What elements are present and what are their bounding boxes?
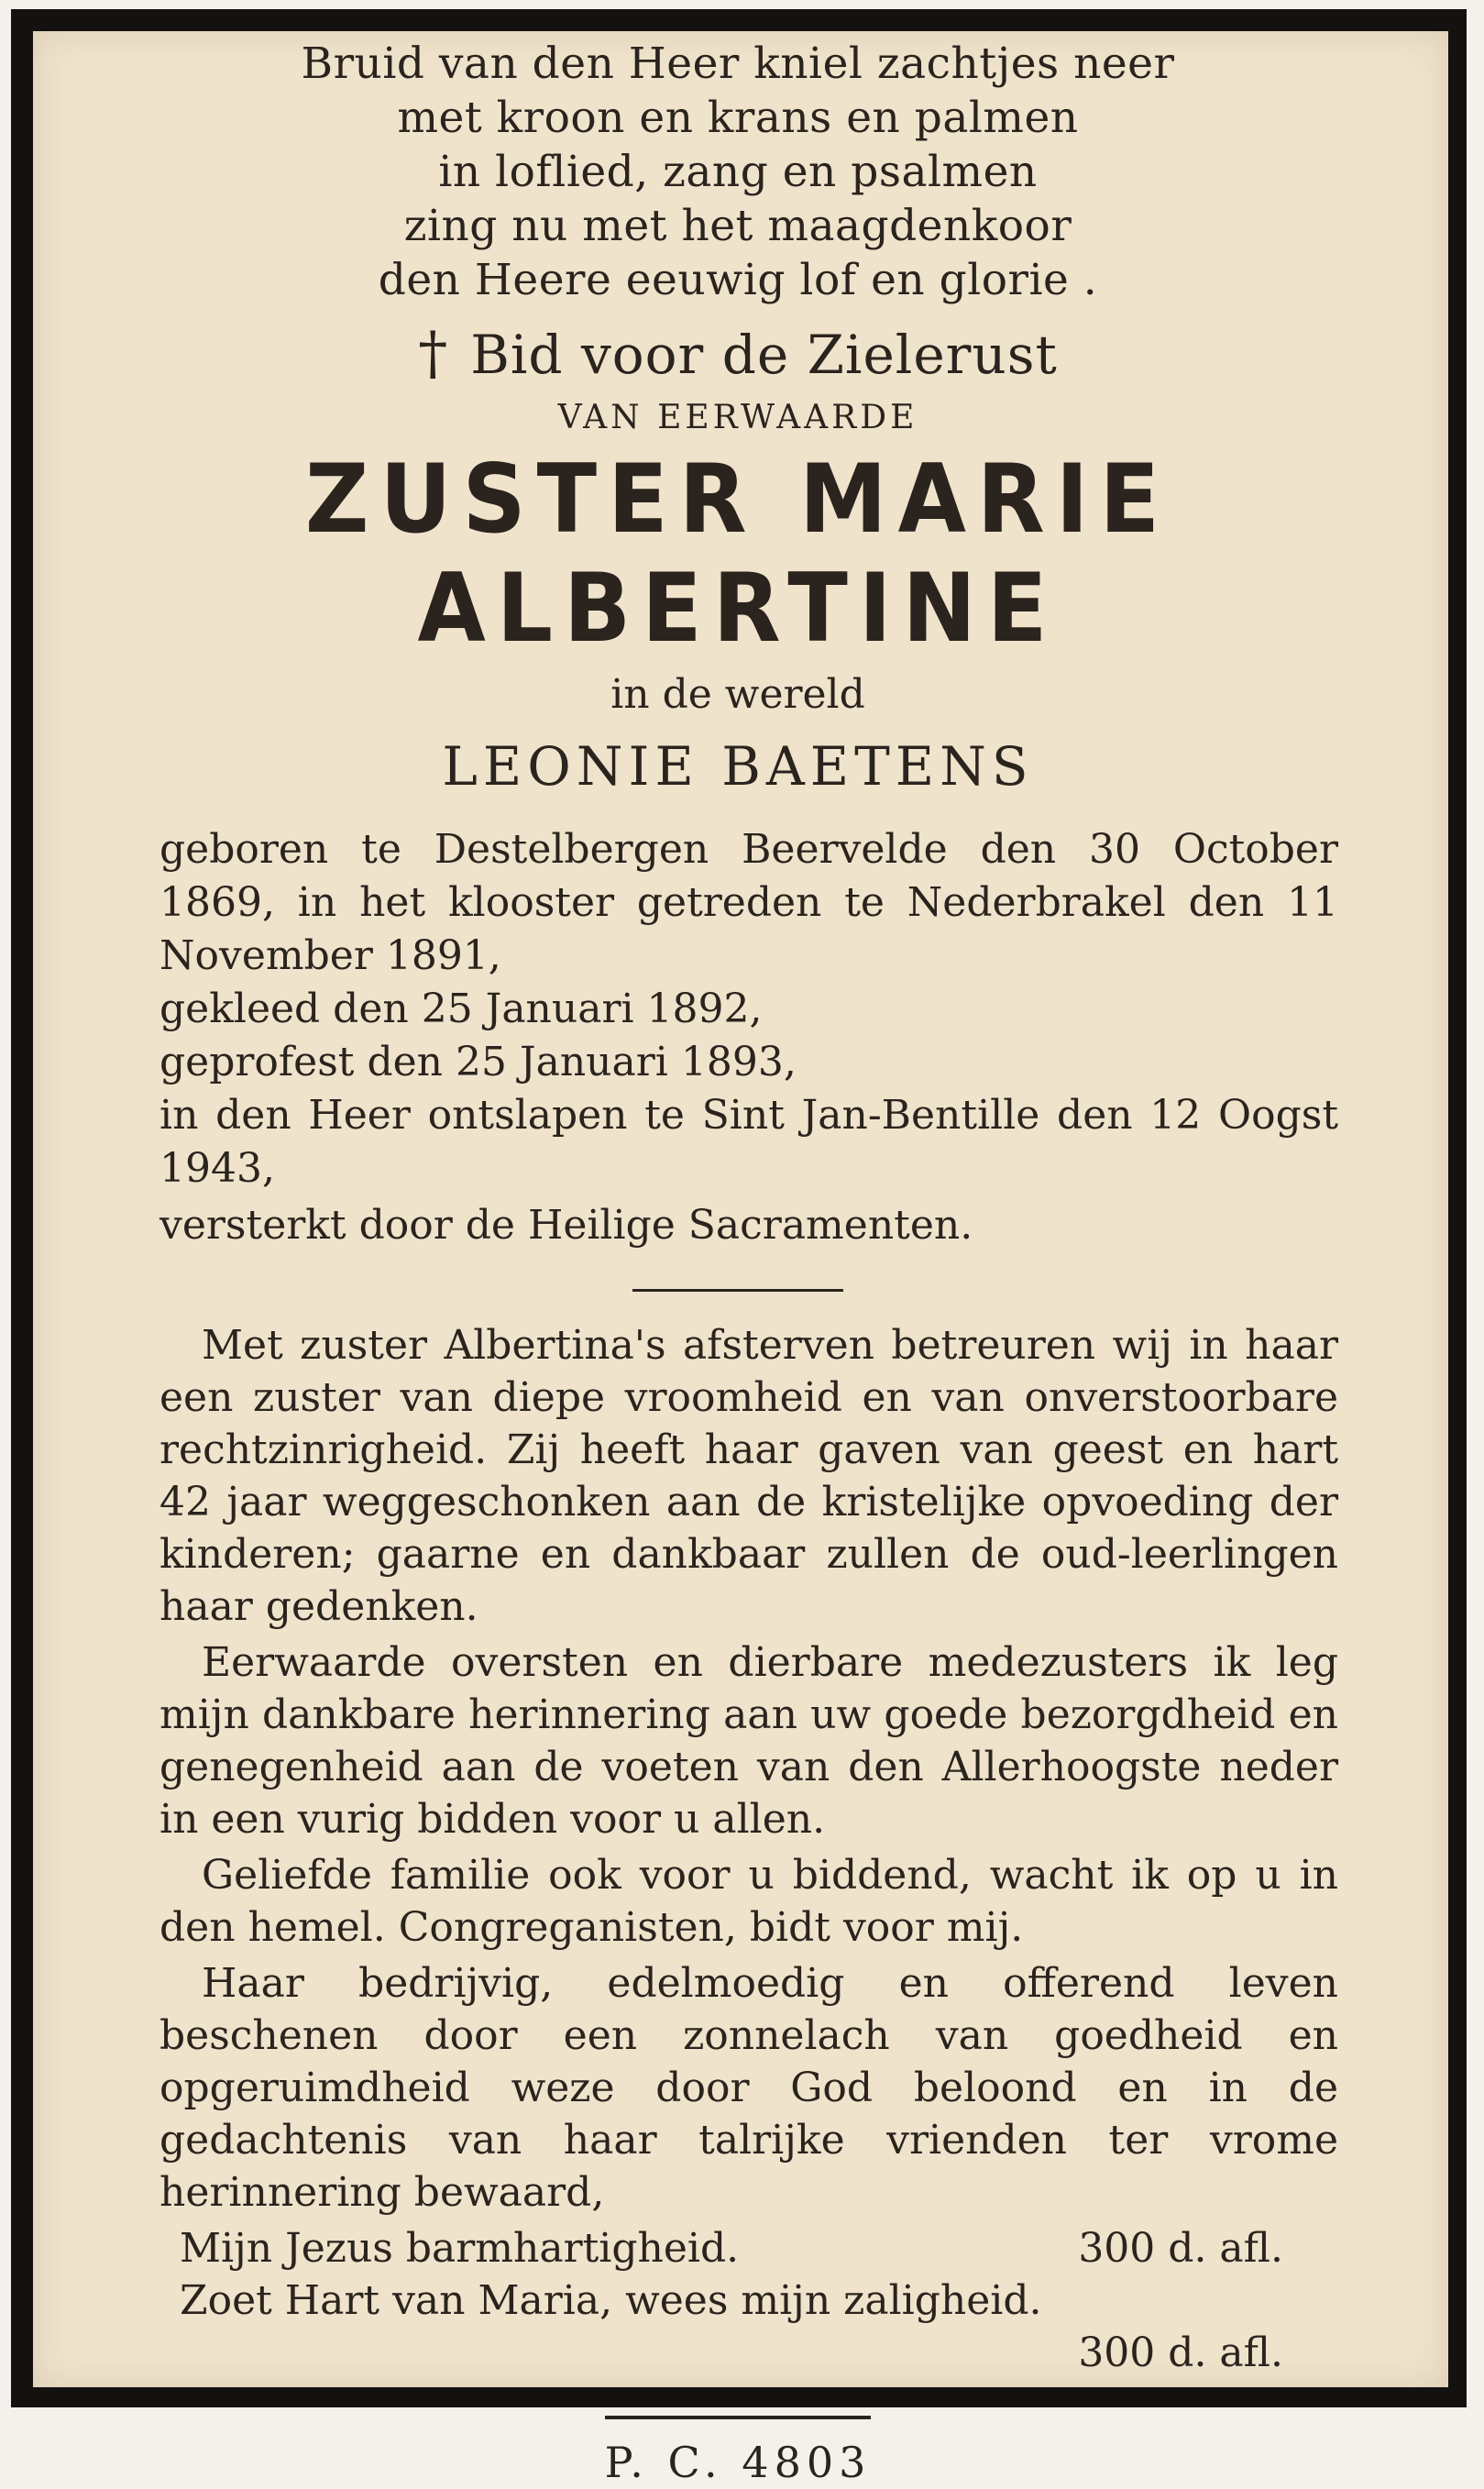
in-world-label: in de wereld — [610, 671, 865, 718]
honorific: VAN EERWAARDE — [557, 399, 918, 436]
divider — [605, 2416, 871, 2419]
bio-line: geboren te Destelbergen Beervelde den 30 October 1869, in het klooster getreden te Nederbrakel den 11 November 1891, — [159, 826, 1338, 979]
religious-name: ZUSTER MARIE ALBERTINE — [304, 444, 1171, 664]
cross-icon: † — [418, 320, 449, 388]
card-content — [137, 37, 1338, 2489]
poem-line: zing nu met het maagdenkoor — [403, 201, 1072, 251]
indulgence-text: 300 d. afl. — [1078, 2225, 1283, 2272]
poem-line: den Heere eeuwig lof en glorie . — [378, 255, 1098, 305]
biography — [137, 823, 1338, 1252]
prayer-request-text: Bid voor de Zielerust — [470, 324, 1058, 386]
bio-line: gekleed den 25 Januari 1892, — [159, 986, 763, 1032]
divider — [632, 1289, 843, 1292]
indulgence-text: 300 d. afl. — [1078, 2329, 1283, 2376]
poem — [137, 37, 1338, 307]
prayer-line-1 — [137, 2222, 1338, 2274]
bio-line: in den Heer ontslapen te Sint Jan-Bentille den 12 Oogst 1943, — [159, 1092, 1338, 1192]
print-reference: P. C. 4803 — [604, 2438, 872, 2487]
poem-line: in loflied, zang en psalmen — [438, 147, 1038, 197]
memorial-paragraph: Met zuster Albertina's afsterven betreuren wij in haar een zuster van diepe vroomheid en van onverstoorbare rechtzinrigheid. Zij heeft haar gaven van geest en hart 42 jaar weggeschonken aan de kristelijke opvoeding der kinderen; gaarne en dankbaar zullen de oud-leerlingen haar gedenken. — [159, 1322, 1338, 1630]
memorial-paragraph: Haar bedrijvig, edelmoedig en offerend leven beschenen door een zonnelach van goedheid en opgeruimdheid weze door God beloond en in de gedachtenis van haar talrijke vrienden ter vrome herinnering bewaard, — [159, 1960, 1338, 2216]
prayer-line-2 — [137, 2274, 1338, 2327]
bio-line: geprofest den 25 Januari 1893, — [159, 1039, 797, 1085]
poem-line: Bruid van den Heer kniel zachtjes neer — [301, 39, 1175, 89]
memorial-text — [137, 1319, 1338, 2219]
prayer-text: Zoet Hart van Maria, wees mijn zaligheid. — [180, 2277, 1042, 2324]
poem-line: met kroon en krans en palmen — [397, 93, 1079, 143]
memorial-paragraph: Geliefde familie ook voor u biddend, wacht ik op u in den hemel. Congreganisten, bidt voor mij. — [159, 1852, 1338, 1951]
sacraments-line: versterkt door de Heilige Sacramenten. — [159, 1202, 973, 1249]
birth-name: LEONIE BAETENS — [442, 735, 1034, 798]
memorial-paragraph: Eerwaarde oversten en dierbare medezusters ik leg mijn dankbare herinnering aan uw goede bezorgdheid en genegenheid aan de voeten van den Allerhoogste neder in een vurig bidden voor u allen. — [159, 1639, 1338, 1843]
prayer-text: Mijn Jezus barmhartigheid. — [180, 2225, 740, 2272]
prayer-request — [137, 322, 1338, 387]
